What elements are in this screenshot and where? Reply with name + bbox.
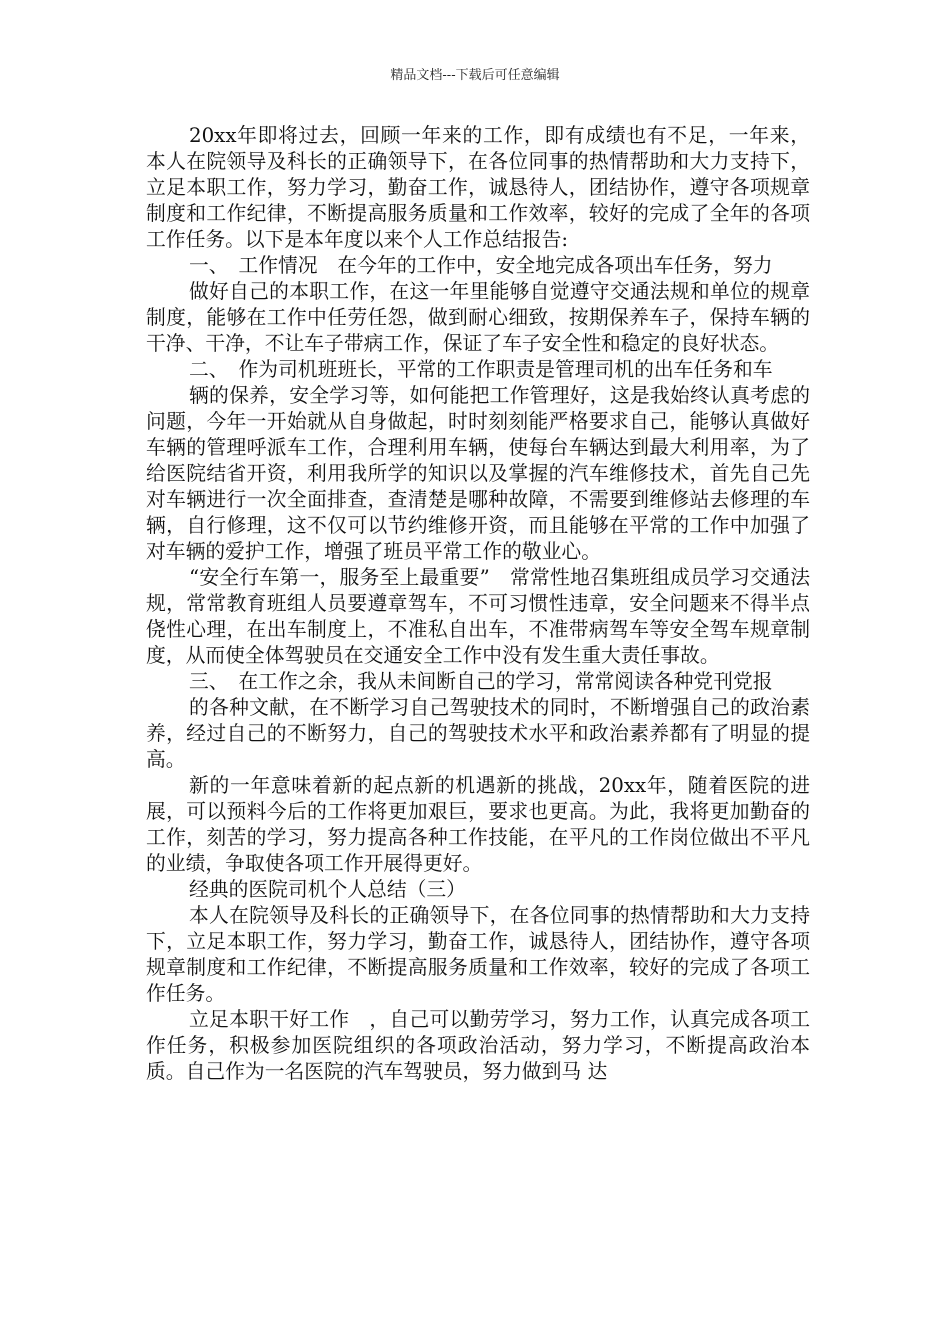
paragraph: 本人在院领导及科长的正确领导下，在各位同事的热情帮助和大力支持下，立足本职工作，努力学习，勤奋工作，诚恳待人，团结协作，遵守各项规章制度和工作纪律，不断提高服务质量和工作效率，较好的完成了各项工作任务。 — [146, 904, 810, 1005]
paragraph: 辆的保养，安全学习等，如何能把工作管理好，这是我始终认真考虑的问题，今年一开始就从自身做起，时时刻刻能严格要求自己，能够认真做好车辆的管理呼派车工作，合理利用车辆，使每台车辆达到最大利用率，为了给医院结省开资，利用我所学的知识以及掌握的汽车维修技术，首先自己先对车辆进行一次全面排查，查清楚是哪种故障，不需要到维修站去修理的车辆，自行修理，这不仅可以节约维修开资，而且能够在平常的工作中加强了对车辆的爱护工作，增强了班员平常工作的敬业心。 — [146, 384, 810, 563]
paragraph: 二、 作为司机班班长，平常的工作职责是管理司机的出车任务和车 — [189, 358, 773, 381]
paragraph: 经典的医院司机个人总结（三） — [189, 878, 466, 901]
paragraph: 新的一年意味着新的起点新的机遇新的挑战，20xx年，随着医院的进展，可以预料今后的工作将更加艰巨，要求也更高。为此，我将更加勤奋的工作，刻苦的学习，努力提高各种工作技能，在平凡的工作岗位做出不平凡的业绩，争取使各项工作开展得更好。 — [146, 774, 810, 875]
page-header: 精品文档---下载后可任意编辑 — [390, 68, 560, 83]
paragraph: 做好自己的本职工作，在这一年里能够自觉遵守交通法规和单位的规章制度，能够在工作中任劳任怨，做到耐心细致，按期保养车子，保持车辆的干净、干净，不让车子带病工作，保证了车子安全性和稳定的良好状态。 — [146, 280, 810, 355]
paragraph: 一、 工作情况 在今年的工作中，安全地完成各项出车任务，努力 — [189, 254, 773, 277]
paragraph: 20xx年即将过去，回顾一年来的工作，即有成绩也有不足，一年来，本人在院领导及科长的正确领导下，在各位同事的热情帮助和大力支持下，立足本职工作，努力学习，勤奋工作，诚恳待人，团结协作，遵守各项规章制度和工作纪律，不断提高服务质量和工作效率，较好的完成了全年的各项工作任务。以下是本年度以来个人工作总结报告: — [146, 124, 810, 251]
document-body — [146, 123, 810, 1085]
paragraph: 三、 在工作之余，我从未间断自己的学习，常常阅读各种党刊党报 — [189, 670, 773, 693]
paragraph: 立足本职干好工作 ，自己可以勤劳学习，努力工作，认真完成各项工作任务，积极参加医院组织的各项政治活动，努力学习，不断提高政治本质。自己作为一名医院的汽车驾驶员，努力做到马 达 — [146, 1008, 810, 1083]
paragraph: “安全行车第一，服务至上最重要” 常常性地召集班组成员学习交通法规，常常教育班组人员要遵章驾车，不可习惯性违章，安全问题来不得半点侥性心理，在出车制度上，不准私自出车，不准带病驾车等安全驾车规章制度，从而使全体驾驶员在交通安全工作中没有发生重大责任事故。 — [146, 566, 810, 667]
paragraph: 的各种文献，在不断学习自己驾驶技术的同时，不断增强自己的政治素养，经过自己的不断努力，自己的驾驶技术水平和政治素养都有了明显的提高。 — [146, 696, 810, 771]
